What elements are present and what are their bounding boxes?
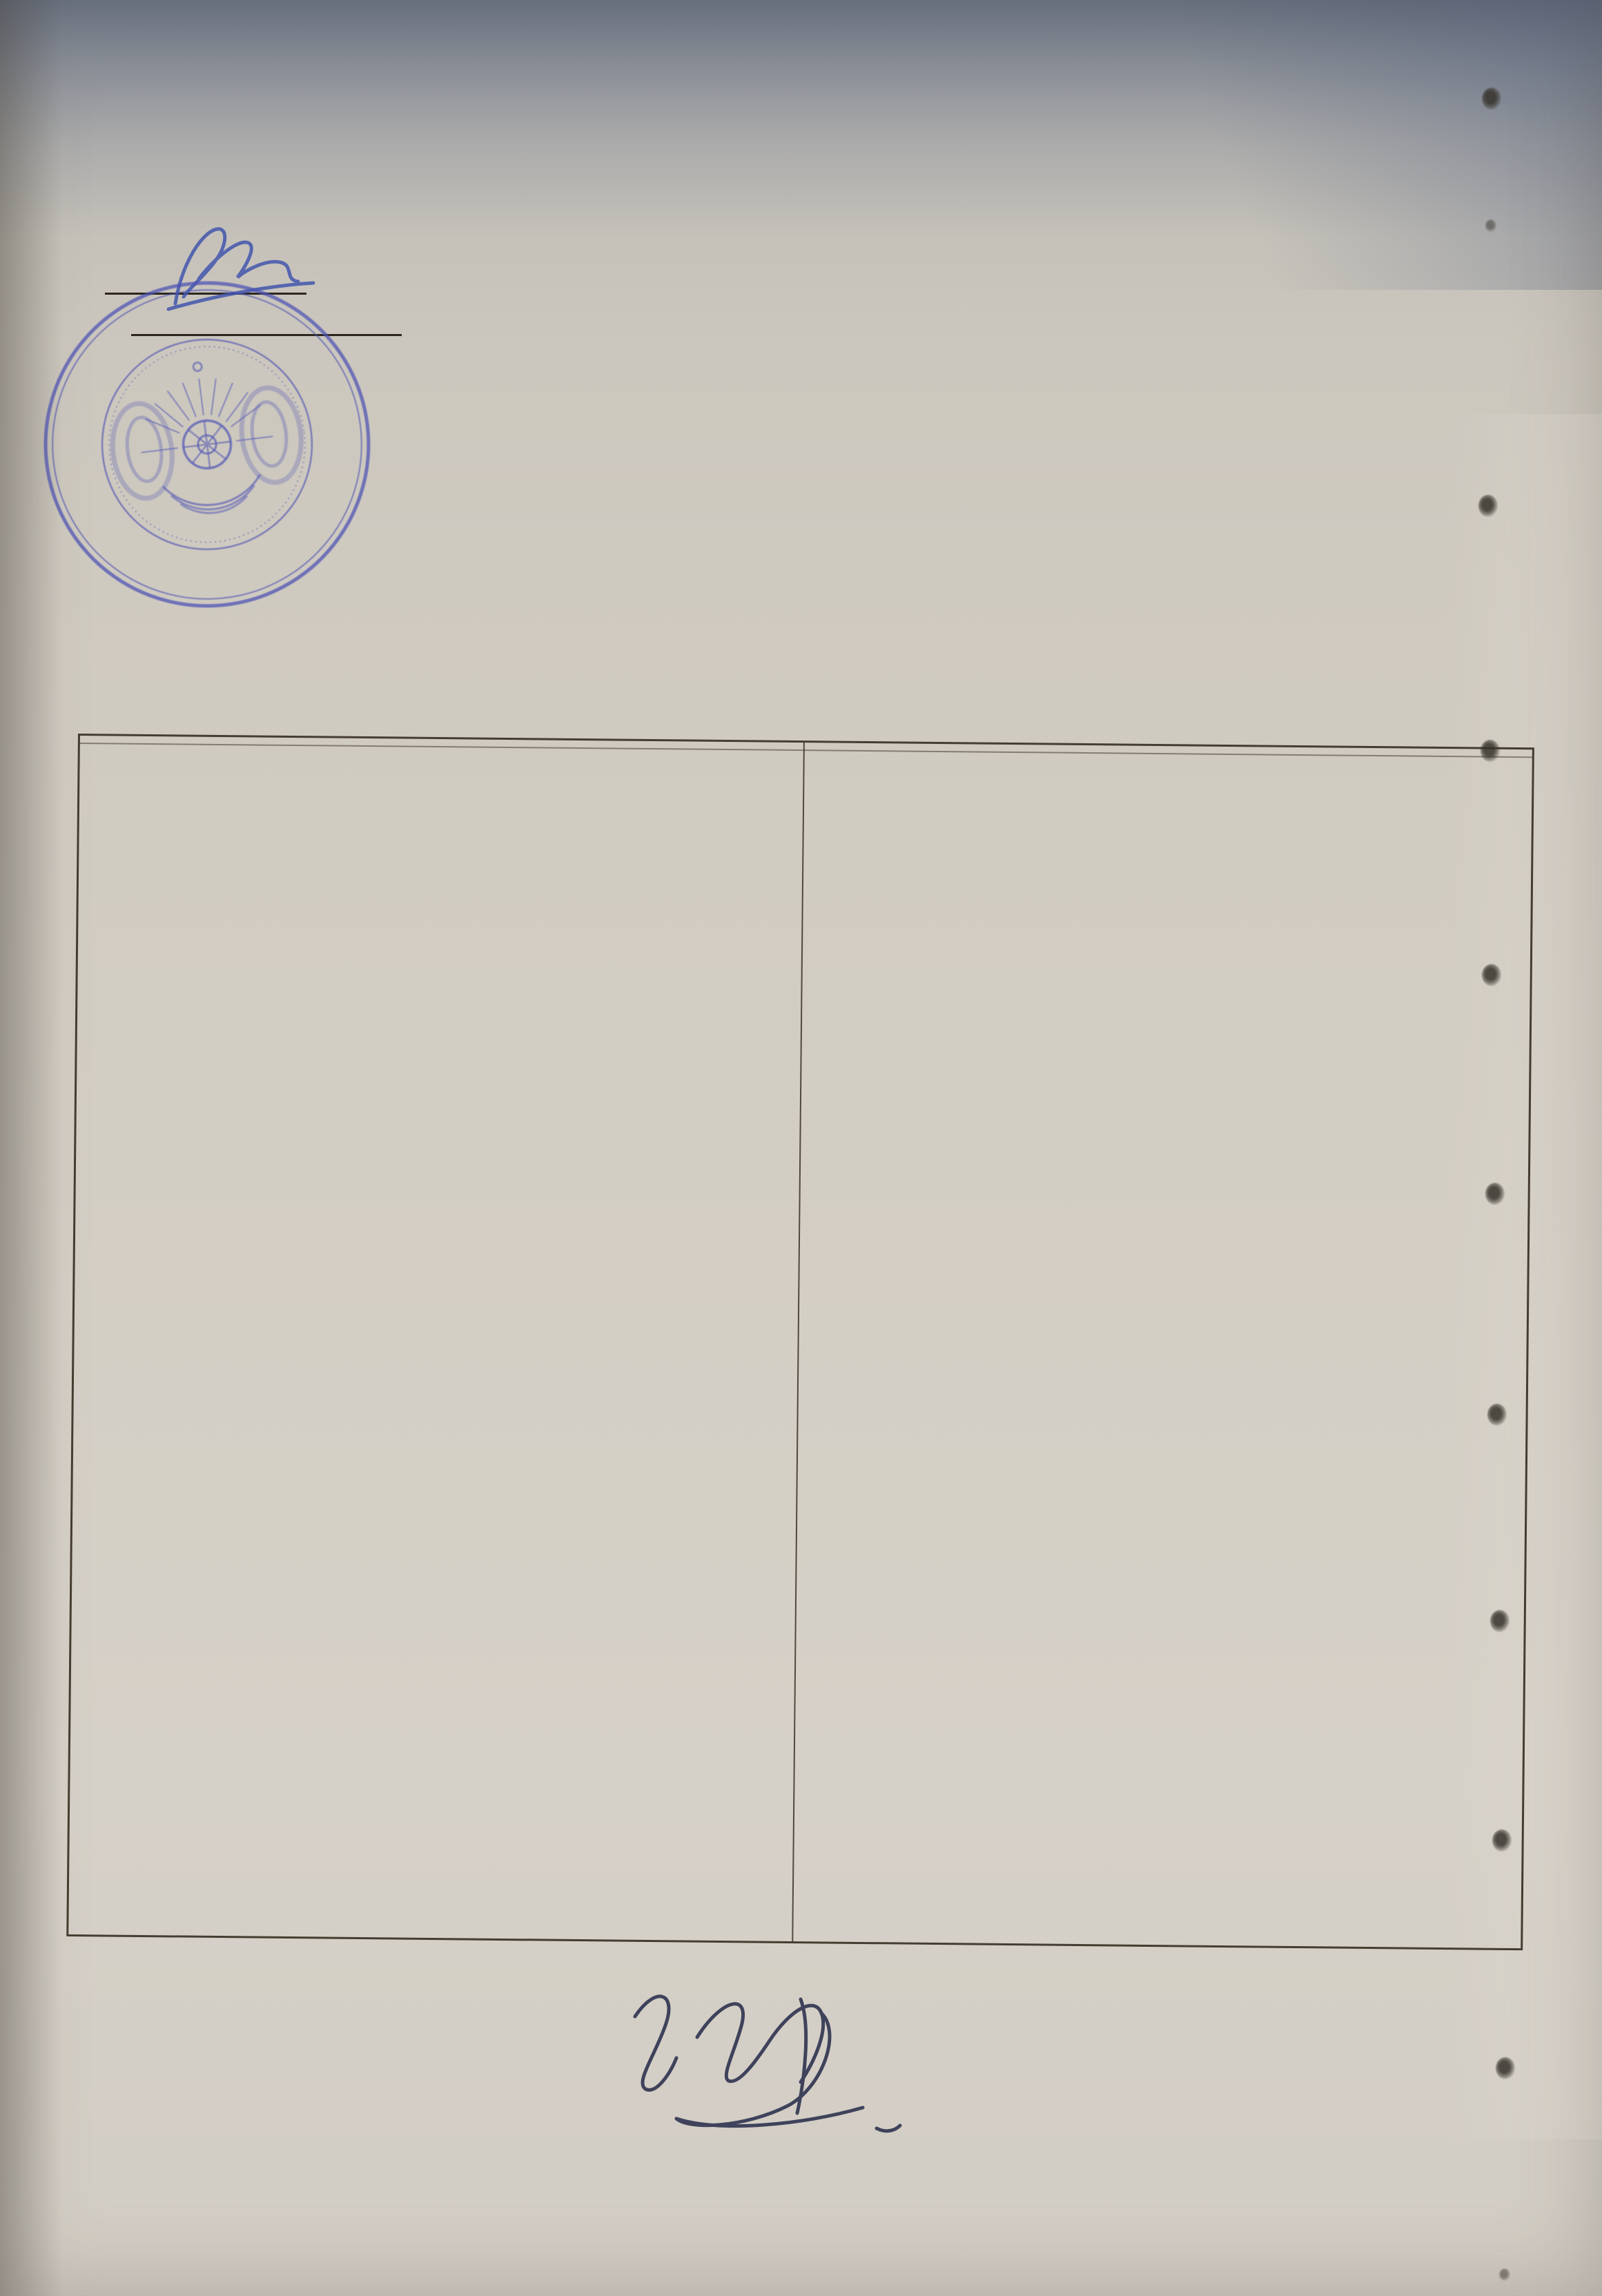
ink-smudge: [1482, 88, 1501, 110]
ink-smudge: [1499, 2268, 1510, 2281]
ink-smudge: [1485, 219, 1496, 232]
ink-smudge: [1492, 1829, 1512, 1852]
ink-smudge: [1481, 740, 1500, 762]
ink-smudge: [1487, 1404, 1507, 1426]
menu-table: [66, 734, 1534, 1950]
ink-smudge: [1496, 2057, 1515, 2079]
photo-top-right-shadow: [981, 0, 1602, 290]
ink-smudge: [1490, 1610, 1510, 1632]
ink-smudge: [1482, 964, 1501, 986]
nurse-signature-scribble: [592, 1968, 951, 2175]
column-header-dishes: [79, 736, 803, 785]
column-divider: [792, 743, 805, 1941]
ink-smudge: [1485, 1183, 1505, 1205]
approval-block: [107, 110, 119, 119]
column-header-output: [804, 743, 1532, 792]
official-round-stamp: [24, 262, 390, 627]
stamp-emblem: [104, 351, 309, 524]
ink-smudge: [1478, 495, 1498, 517]
